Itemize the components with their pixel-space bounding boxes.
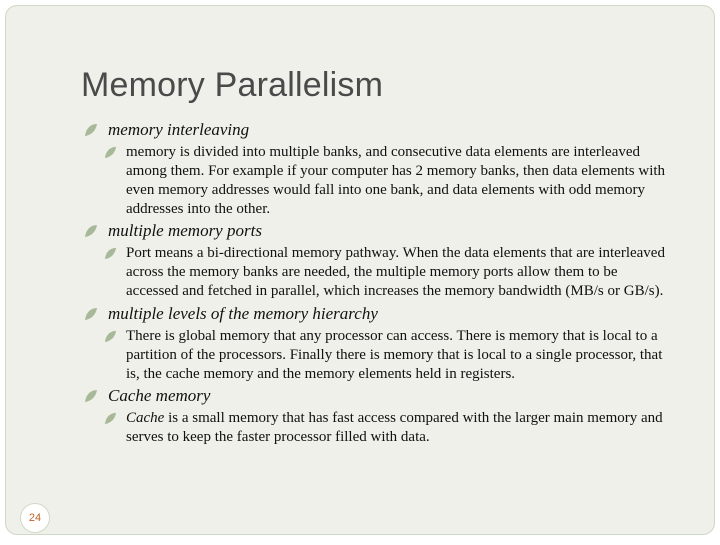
bullet-leaf-icon (104, 146, 117, 159)
bullet-heading: Cache memory (108, 386, 211, 405)
bullet-leaf-icon (84, 307, 98, 321)
page-number: 24 (20, 503, 50, 533)
sub-bullet-memory-interleaving (104, 143, 666, 219)
bullet-leaf-icon (84, 389, 98, 403)
bullet-heading: multiple levels of the memory hierarchy (108, 304, 378, 323)
bullet-memory-hierarchy (84, 303, 684, 325)
bullet-text-emphasis: Cache (126, 410, 165, 426)
slide-title: Memory Parallelism (81, 66, 384, 104)
bullet-text: There is global memory that any processor can access. There is memory that is local to a partition of the processors. Finally there is memory that is local to a single processor, that is, the cache memory and the memory elements held in registers. (126, 328, 663, 382)
bullet-leaf-icon (84, 224, 98, 238)
bullet-text: is a small memory that has fast access compared with the larger main memory and serves to keep the faster processor filled with data. (126, 410, 663, 445)
bullet-multiple-memory-ports (84, 220, 684, 242)
bullet-text: memory is divided into multiple banks, and consecutive data elements are interleaved among them. For example if your computer has 2 memory banks, then data elements with even memory addresses would fall into one bank, and data elements with odd memory addresses into the other. (126, 144, 666, 217)
bullet-leaf-icon (84, 123, 98, 137)
bullet-list (84, 119, 684, 447)
bullet-heading: memory interleaving (108, 120, 250, 139)
bullet-memory-interleaving (84, 119, 684, 141)
bullet-text: Port means a bi-directional memory pathway. When the data elements that are interleaved across the memory banks are needed, the multiple memory ports allow them to be accessed and fetched in parallel, which increases the memory bandwidth (MB/s or GB/s). (126, 245, 665, 299)
slide (5, 5, 715, 535)
bullet-heading: multiple memory ports (108, 221, 262, 240)
sub-bullet-cache-memory (104, 409, 666, 447)
bullet-leaf-icon (104, 247, 117, 260)
bullet-leaf-icon (104, 412, 117, 425)
bullet-cache-memory (84, 385, 684, 407)
sub-bullet-memory-hierarchy (104, 327, 666, 384)
sub-bullet-multiple-memory-ports (104, 244, 666, 301)
bullet-leaf-icon (104, 330, 117, 343)
